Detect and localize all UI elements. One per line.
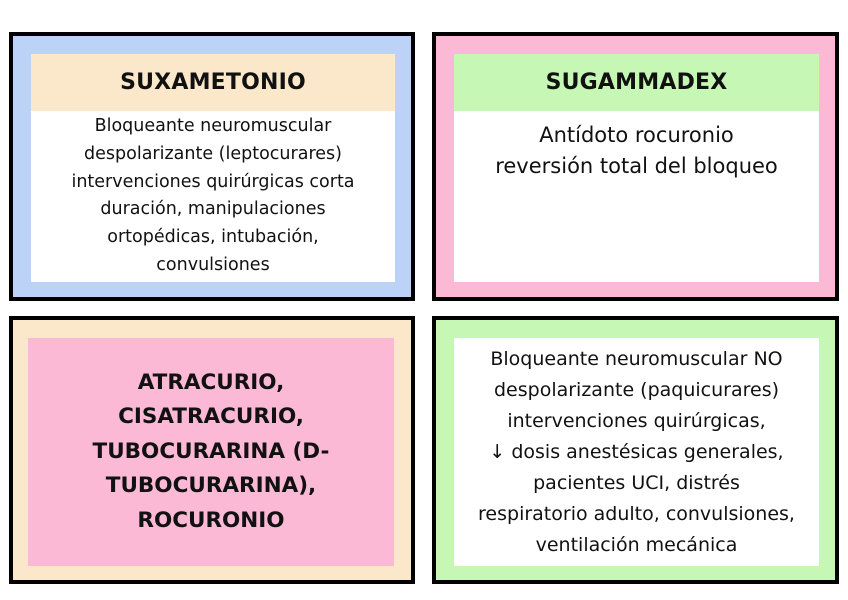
no-despolarizante-line: Bloqueante neuromuscular NO (490, 347, 783, 370)
suxametonio-line: intervenciones quirúrgicas corta (71, 171, 355, 192)
suxametonio-panel (31, 54, 395, 282)
suxametonio-line: duración, manipulaciones (100, 199, 326, 220)
no-despolarizante-line: pacientes UCI, distrés (533, 471, 740, 494)
suxametonio-line: ortopédicas, intubación, (107, 227, 319, 248)
sugammadex-line: reversión total del bloqueo (495, 154, 778, 178)
suxametonio-description (31, 111, 395, 282)
no-despolarizante-line: intervenciones quirúrgicas, (507, 409, 766, 432)
drug-list-line: TUBOCURARINA (D- (92, 438, 330, 464)
suxametonio-line: convulsiones (156, 254, 270, 275)
no-despolarizante-panel (454, 338, 819, 566)
drug-list-panel (28, 338, 394, 566)
drug-list-line: ATRACURIO, (137, 369, 285, 395)
sugammadex-line: Antídoto rocuronio (539, 123, 734, 147)
no-despolarizante-card (432, 316, 839, 584)
suxametonio-title: SUXAMETONIO (31, 54, 395, 111)
drug-list-line: TUBOCURARINA), (105, 473, 317, 499)
suxametonio-line: Bloqueante neuromuscular (94, 116, 332, 136)
suxametonio-card (9, 32, 415, 301)
no-despolarizante-line: ventilación mecánica (535, 533, 738, 556)
suxametonio-line: despolarizante (leptocurares) (84, 143, 342, 164)
no-despolarizante-line: respiratorio adulto, convulsiones, (478, 502, 795, 525)
no-despolarizante-line: despolarizante (paquicurares) (493, 378, 780, 401)
sugammadex-card (432, 32, 839, 301)
no-despolarizante-line: ↓ dosis anestésicas generales, (489, 440, 784, 463)
drug-list-line: ROCURONIO (137, 507, 285, 533)
drug-list-card (9, 316, 415, 584)
sugammadex-panel (454, 54, 819, 282)
sugammadex-title: SUGAMMADEX (454, 54, 819, 111)
sugammadex-description (454, 111, 819, 282)
drug-list-line: CISATRACURIO, (118, 404, 304, 430)
